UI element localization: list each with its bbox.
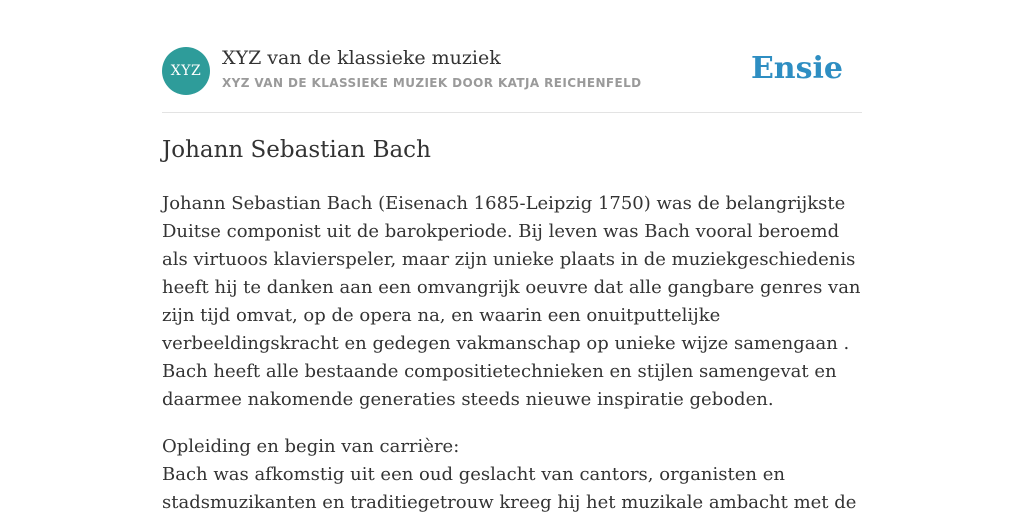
intro-paragraph: Johann Sebastian Bach (Eisenach 1685-Leipzig 1750) was de belangrijkste Duitse componist uit de barokperiode. Bij leven was Bach vooral beroemd als virtuoos klavierspeler, maar zijn unieke plaats in de muziekgeschiedenis heeft hij te danken aan een omvangrijk oeuvre dat alle gangbare genres van zijn tijd omvat, op de opera na, en waarin een onuitputtelijke verbeeldingskracht en gedegen vakmanschap op unieke wijze samengaan . Bach heeft alle bestaande compositietechnieken en stijlen samengevat en daarmee nakomende generaties steeds nieuwe inspiratie geboden. xyxy=(162,193,861,410)
article-title: Johann Sebastian Bach xyxy=(162,137,431,163)
section-paragraph xyxy=(162,433,862,512)
site-subtitle: XYZ VAN DE KLASSIEKE MUZIEK DOOR KATJA REICHENFELD xyxy=(222,76,642,90)
avatar[interactable]: XYZ xyxy=(162,47,210,95)
section-text: Bach was afkomstig uit een oud geslacht van cantors, organisten en stadsmuzikanten en traditiegetrouw kreeg hij het muzikale ambacht met de xyxy=(162,464,857,512)
article-body xyxy=(162,190,862,512)
header xyxy=(162,47,862,113)
brand-logo[interactable]: Ensie xyxy=(750,51,843,86)
site-title[interactable]: XYZ van de klassieke muziek xyxy=(222,47,501,69)
section-heading: Opleiding en begin van carrière: xyxy=(162,436,460,457)
